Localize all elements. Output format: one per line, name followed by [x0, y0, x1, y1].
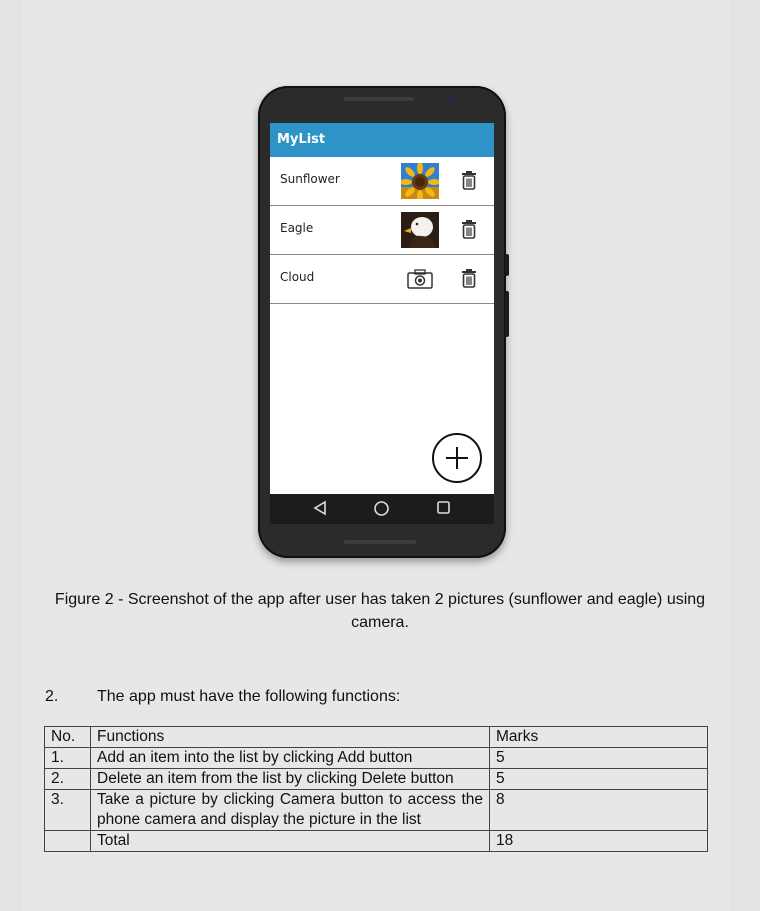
- header-functions: Functions: [91, 727, 490, 748]
- camera-icon[interactable]: [407, 269, 433, 289]
- android-nav-bar: [270, 494, 494, 524]
- row-marks: 5: [490, 748, 708, 769]
- sunflower-thumbnail: [401, 163, 439, 199]
- phone-power-button: [505, 291, 509, 337]
- table-header-row: [45, 727, 708, 748]
- row-function: Add an item into the list by clicking Add button: [91, 748, 490, 769]
- plus-icon: [445, 446, 469, 470]
- table-row: [45, 769, 708, 790]
- row-marks: 5: [490, 769, 708, 790]
- phone-front-camera: [446, 95, 453, 102]
- question-number: 2.: [45, 688, 59, 705]
- app-title-bar: MyList: [270, 123, 494, 157]
- header-marks: Marks: [490, 727, 708, 748]
- phone-mockup: [258, 86, 506, 558]
- total-label: Total: [91, 831, 490, 852]
- trash-icon[interactable]: [460, 268, 478, 289]
- list-item[interactable]: [270, 157, 494, 206]
- list-item[interactable]: [270, 255, 494, 304]
- functions-table: [44, 726, 708, 852]
- row-no: 1.: [45, 748, 91, 769]
- phone-volume-button: [505, 254, 509, 276]
- app-screen: [270, 123, 494, 494]
- row-function: Take a picture by clicking Camera button to access the phone camera and display the picture in the list: [91, 790, 490, 831]
- figure-caption: Figure 2 - Screenshot of the app after user has taken 2 pictures (sunflower and eagle) using camera.: [54, 591, 706, 631]
- question-text: The app must have the following functions:: [97, 688, 401, 705]
- total-empty-cell: [45, 831, 91, 852]
- back-icon[interactable]: [313, 500, 327, 516]
- list-item-label: Eagle: [280, 221, 314, 235]
- header-no: No.: [45, 727, 91, 748]
- trash-icon[interactable]: [460, 170, 478, 191]
- table-total-row: [45, 831, 708, 852]
- total-marks: 18: [490, 831, 708, 852]
- trash-icon[interactable]: [460, 219, 478, 240]
- row-no: 2.: [45, 769, 91, 790]
- row-function: Delete an item from the list by clicking Delete button: [91, 769, 490, 790]
- phone-bottom-speaker: [344, 540, 416, 544]
- list-item-label: Sunflower: [280, 172, 340, 186]
- home-icon[interactable]: [373, 500, 390, 517]
- row-no: 3.: [45, 790, 91, 831]
- recents-icon[interactable]: [436, 500, 451, 515]
- table-row: [45, 790, 708, 831]
- add-button[interactable]: [432, 433, 482, 483]
- list-item-label: Cloud: [280, 270, 315, 284]
- row-marks: 8: [490, 790, 708, 831]
- phone-speaker: [344, 97, 414, 101]
- list-item[interactable]: [270, 206, 494, 255]
- eagle-thumbnail: [401, 212, 439, 248]
- table-row: [45, 748, 708, 769]
